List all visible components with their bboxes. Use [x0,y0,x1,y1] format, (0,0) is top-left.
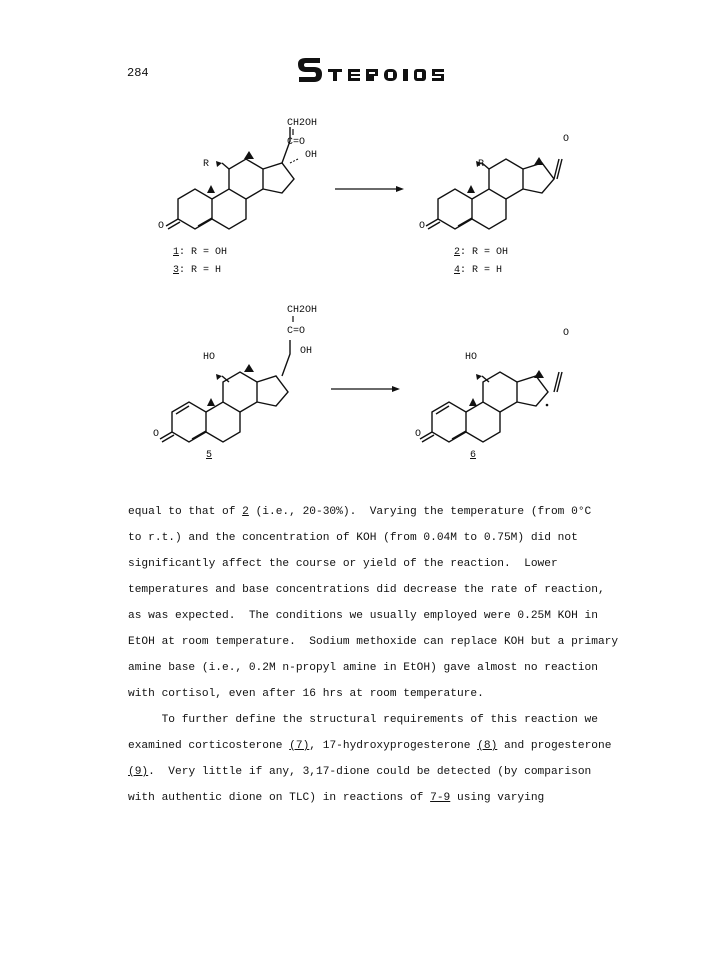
body-line: (9). Very little if any, 3,17-dione could be detected (by comparison [128,766,592,778]
structure-prednisolone [160,340,290,442]
body-line: EtOH at room temperature. Sodium methoxide can replace KOH but a primary [128,636,619,648]
label-6: 6 [470,450,477,461]
compound-ref: (9) [128,766,149,778]
structure-dione-6 [420,370,562,442]
reaction-arrow-top [335,186,404,192]
body-line: To further define the structural requirements of this reaction we [128,714,598,726]
compound-ref: (7) [289,740,310,752]
body-line: to r.t.) and the concentration of KOH (from 0.04M to 0.75M) did not [128,532,578,544]
compound-ref: 2 [242,506,249,518]
structure-cortisol [166,127,298,229]
substituent-r-product: R [478,159,485,170]
ketone-o-3-bottom: O [415,429,422,440]
substituent-ho-product: HO [465,352,478,363]
compound-ref: 7-9 [430,792,451,804]
journal-name: STEROIDS [296,56,301,57]
side-chain-ch2oh: CH2OH [287,118,318,129]
body-line: significantly affect the course or yield of the reaction. Lower [128,558,558,570]
label-5: 5 [206,450,213,461]
body-line: with cortisol, even after 16 hrs at room temperature. [128,688,484,700]
reaction-arrow-bottom [331,386,400,392]
body-line: temperatures and base concentrations did decrease the rate of reaction, [128,584,605,596]
compound-labels-top-right [454,247,508,276]
label-1: 1 [173,247,180,258]
body-text [128,499,648,811]
substituent-r: R [203,159,210,170]
body-line: examined corticosterone (7), 17-hydroxyprogesterone (8) and progesterone [128,740,612,752]
ketone-o-17: O [563,134,570,145]
ketone-o-3: O [419,221,426,232]
substituent-ho: HO [203,352,216,363]
label-3: 3 [173,265,180,276]
side-chain-carbonyl-bottom: C=O [287,326,306,337]
side-chain-oh-bottom: OH [300,346,313,357]
svg-text:4: R = H: 4: R = H [454,265,503,276]
compound-labels-top-left [173,247,227,276]
body-line: amine base (i.e., 0.2M n-propyl amine in EtOH) gave almost no reaction [128,662,598,674]
reaction-scheme [0,0,720,470]
svg-text:2: R = OH: 2: R = OH [454,247,509,258]
compound-ref: (8) [477,740,498,752]
body-line: with authentic dione on TLC) in reactions of 7-9 using varying [128,792,545,804]
ketone-o-bottom: O [153,429,160,440]
svg-text:1: R = OH: 1: R = OH [173,247,228,258]
svg-text:3: R = H: 3: R = H [173,265,222,276]
structure-dione [426,157,562,229]
side-chain-ch2oh-bottom: CH2OH [287,305,318,316]
ketone-o: O [158,221,165,232]
ketone-o-17-bottom: O [563,328,570,339]
label-4: 4 [454,265,461,276]
page-number: 284 [127,66,149,80]
body-line: equal to that of 2 (i.e., 20-30%). Varying the temperature (from 0°C [128,506,592,518]
side-chain-oh: OH [305,150,318,161]
body-line: as was expected. The conditions we usually employed were 0.25M KOH in [128,610,598,622]
side-chain-carbonyl: C=O [287,137,306,148]
label-2: 2 [454,247,461,258]
